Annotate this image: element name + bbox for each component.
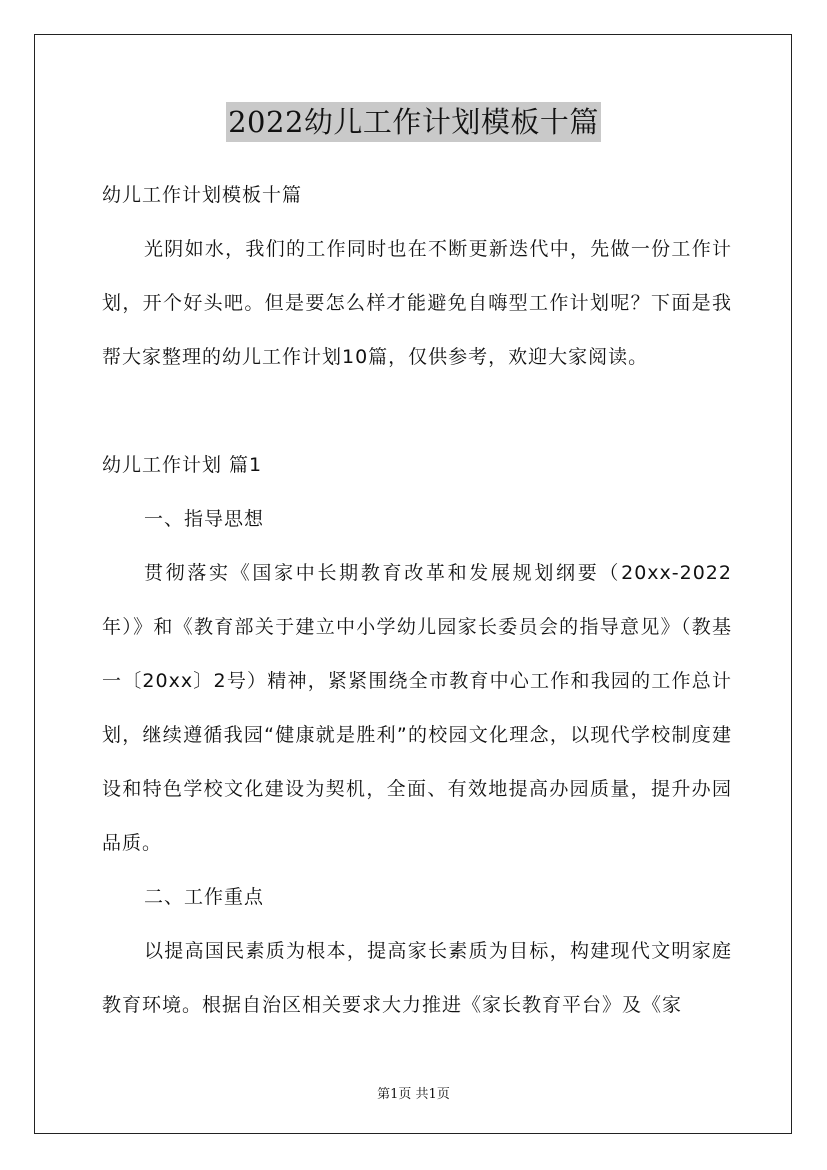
sub1-body: 贯彻落实《国家中长期教育改革和发展规划纲要（20xx-2022年）》和《教育部关于建立中小学幼儿园家长委员会的指导意见》（教基一〔20xx〕2号）精神，紧紧围绕全市教育中心工作和我园的工作总计划，继续遵循我园“健康就是胜利”的校园文化理念，以现代学校制度建设和特色学校文化建设为契机，全面、有效地提高办园质量，提升办园品质。 (102, 562, 732, 854)
subtitle: 幼儿工作计划模板十篇 (102, 184, 303, 206)
document-body (102, 168, 732, 1032)
title-wrap (0, 102, 827, 142)
section-heading: 幼儿工作计划 篇1 (102, 454, 263, 476)
page-footer: 第1页 共1页 (377, 1087, 450, 1102)
sub1-heading: 一、指导思想 (144, 508, 265, 530)
intro-paragraph: 光阴如水，我们的工作同时也在不断更新迭代中，先做一份工作计划，开个好头吧。但是要怎么样才能避免自嗨型工作计划呢？下面是我帮大家整理的幼儿工作计划10篇，仅供参考，欢迎大家阅读。 (102, 238, 732, 368)
spacer (102, 384, 732, 438)
document-title: 2022幼儿工作计划模板十篇 (226, 102, 601, 142)
sub2-heading: 二、工作重点 (144, 886, 265, 908)
sub2-body: 以提高国民素质为根本，提高家长素质为目标，构建现代文明家庭教育环境。根据自治区相关要求大力推进《家长教育平台》及《家 (102, 940, 732, 1016)
